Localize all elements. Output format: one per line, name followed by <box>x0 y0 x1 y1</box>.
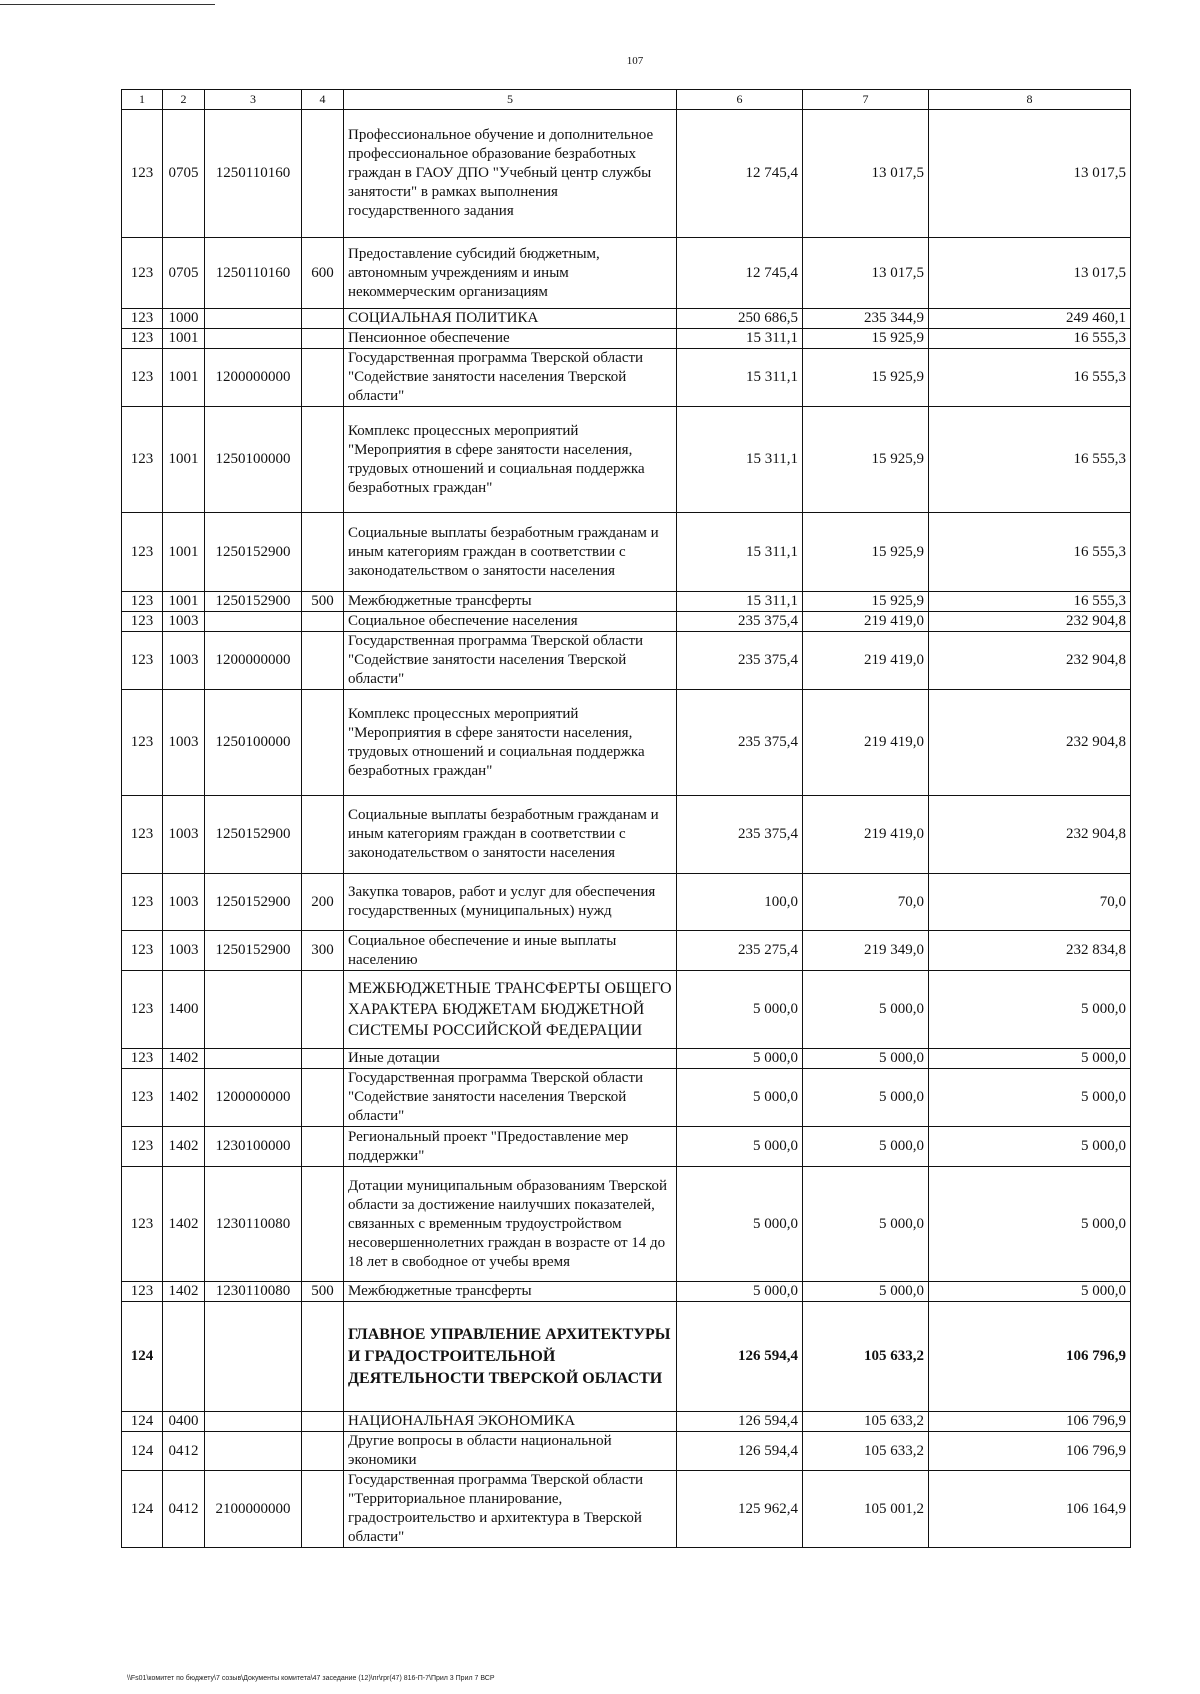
header-col-4: 4 <box>302 90 344 110</box>
cell-expense-type <box>302 796 344 874</box>
cell-description: Социальное обеспечение населения <box>344 612 677 632</box>
cell-expense-type <box>302 690 344 796</box>
cell-gov-code: 123 <box>122 690 163 796</box>
cell-target-code: 1230110080 <box>205 1167 302 1282</box>
cell-section-code: 1402 <box>163 1167 205 1282</box>
table-row <box>122 329 1131 349</box>
cell-expense-type <box>302 513 344 592</box>
cell-target-code <box>205 1049 302 1069</box>
cell-gov-code: 123 <box>122 612 163 632</box>
cell-amount-year-2: 15 925,9 <box>803 407 929 513</box>
cell-amount-year-2: 13 017,5 <box>803 238 929 309</box>
cell-gov-code: 123 <box>122 971 163 1049</box>
cell-amount-year-1: 5 000,0 <box>677 971 803 1049</box>
cell-expense-type <box>302 1302 344 1412</box>
cell-amount-year-2: 5 000,0 <box>803 1049 929 1069</box>
cell-description: НАЦИОНАЛЬНАЯ ЭКОНОМИКА <box>344 1412 677 1432</box>
cell-section-code: 1003 <box>163 931 205 971</box>
header-col-3: 3 <box>205 90 302 110</box>
cell-amount-year-1: 126 594,4 <box>677 1302 803 1412</box>
cell-gov-code: 123 <box>122 592 163 612</box>
table-row <box>122 1432 1131 1471</box>
cell-amount-year-3: 5 000,0 <box>929 1049 1131 1069</box>
cell-expense-type <box>302 110 344 238</box>
cell-description: Закупка товаров, работ и услуг для обеспечения государственных (муниципальных) нужд <box>344 874 677 931</box>
cell-expense-type: 500 <box>302 1282 344 1302</box>
cell-description: Межбюджетные трансферты <box>344 592 677 612</box>
cell-target-code: 1250152900 <box>205 513 302 592</box>
cell-target-code: 1250152900 <box>205 796 302 874</box>
cell-expense-type <box>302 407 344 513</box>
cell-amount-year-2: 105 633,2 <box>803 1302 929 1412</box>
cell-description: Пенсионное обеспечение <box>344 329 677 349</box>
cell-section-code: 1400 <box>163 971 205 1049</box>
cell-amount-year-2: 105 633,2 <box>803 1412 929 1432</box>
cell-target-code <box>205 329 302 349</box>
cell-description: Социальное обеспечение и иные выплаты населению <box>344 931 677 971</box>
table-row <box>122 796 1131 874</box>
cell-description: МЕЖБЮДЖЕТНЫЕ ТРАНСФЕРТЫ ОБЩЕГО ХАРАКТЕРА БЮДЖЕТАМ БЮДЖЕТНОЙ СИСТЕМЫ РОССИЙСКОЙ ФЕДЕРАЦИИ <box>344 971 677 1049</box>
cell-expense-type <box>302 309 344 329</box>
cell-section-code: 0412 <box>163 1471 205 1548</box>
cell-amount-year-2: 219 419,0 <box>803 796 929 874</box>
cell-target-code: 1200000000 <box>205 632 302 690</box>
cell-amount-year-2: 5 000,0 <box>803 1167 929 1282</box>
cell-target-code: 1250110160 <box>205 110 302 238</box>
cell-section-code: 0705 <box>163 238 205 309</box>
cell-amount-year-3: 232 904,8 <box>929 612 1131 632</box>
cell-amount-year-2: 219 419,0 <box>803 612 929 632</box>
cell-amount-year-2: 15 925,9 <box>803 349 929 407</box>
cell-amount-year-1: 235 375,4 <box>677 612 803 632</box>
cell-amount-year-3: 13 017,5 <box>929 238 1131 309</box>
header-col-6: 6 <box>677 90 803 110</box>
cell-gov-code: 123 <box>122 1282 163 1302</box>
cell-target-code: 1230100000 <box>205 1127 302 1167</box>
cell-description: Региональный проект "Предоставление мер поддержки" <box>344 1127 677 1167</box>
cell-amount-year-3: 16 555,3 <box>929 329 1131 349</box>
table-row <box>122 407 1131 513</box>
cell-gov-code: 123 <box>122 1127 163 1167</box>
cell-target-code <box>205 1302 302 1412</box>
cell-amount-year-1: 100,0 <box>677 874 803 931</box>
cell-expense-type <box>302 612 344 632</box>
table-row <box>122 690 1131 796</box>
table-row <box>122 1069 1131 1127</box>
cell-target-code <box>205 1432 302 1471</box>
cell-target-code: 1250152900 <box>205 874 302 931</box>
cell-gov-code: 124 <box>122 1412 163 1432</box>
cell-amount-year-3: 106 796,9 <box>929 1302 1131 1412</box>
cell-description: Другие вопросы в области национальной экономики <box>344 1432 677 1471</box>
cell-description: Профессиональное обучение и дополнительное профессиональное образование безработных граждан в ГАОУ ДПО "Учебный центр службы занятости" в рамках выполнения государственного задания <box>344 110 677 238</box>
cell-section-code: 1000 <box>163 309 205 329</box>
cell-description: Социальные выплаты безработным гражданам и иным категориям граждан в соответствии с законодательством о занятости населения <box>344 796 677 874</box>
cell-target-code: 1250100000 <box>205 407 302 513</box>
cell-amount-year-1: 5 000,0 <box>677 1167 803 1282</box>
cell-expense-type <box>302 1167 344 1282</box>
cell-target-code: 1250110160 <box>205 238 302 309</box>
cell-amount-year-2: 5 000,0 <box>803 971 929 1049</box>
table-header-row <box>122 90 1131 110</box>
cell-description: Государственная программа Тверской области "Территориальное планирование, градостроительство и архитектура в Тверской области" <box>344 1471 677 1548</box>
cell-target-code: 1230110080 <box>205 1282 302 1302</box>
cell-expense-type: 600 <box>302 238 344 309</box>
cell-amount-year-2: 15 925,9 <box>803 592 929 612</box>
cell-description: Государственная программа Тверской области "Содействие занятости населения Тверской области" <box>344 1069 677 1127</box>
cell-section-code: 1001 <box>163 349 205 407</box>
cell-target-code: 1250152900 <box>205 592 302 612</box>
table-row <box>122 1127 1131 1167</box>
cell-amount-year-2: 5 000,0 <box>803 1282 929 1302</box>
table-row <box>122 1412 1131 1432</box>
cell-description: ГЛАВНОЕ УПРАВЛЕНИЕ АРХИТЕКТУРЫ И ГРАДОСТРОИТЕЛЬНОЙ ДЕЯТЕЛЬНОСТИ ТВЕРСКОЙ ОБЛАСТИ <box>344 1302 677 1412</box>
cell-expense-type: 200 <box>302 874 344 931</box>
cell-gov-code: 124 <box>122 1302 163 1412</box>
table-row <box>122 309 1131 329</box>
page-number: 107 <box>626 55 644 67</box>
cell-amount-year-3: 5 000,0 <box>929 1127 1131 1167</box>
cell-amount-year-1: 5 000,0 <box>677 1127 803 1167</box>
cell-description: Дотации муниципальным образованиям Тверской области за достижение наилучших показателей, связанных с временным трудоустройством несовершеннолетних граждан в возрасте от 14 до 18 лет в свободное от учебы время <box>344 1167 677 1282</box>
cell-target-code: 1200000000 <box>205 1069 302 1127</box>
cell-gov-code: 123 <box>122 349 163 407</box>
cell-expense-type: 500 <box>302 592 344 612</box>
cell-amount-year-2: 235 344,9 <box>803 309 929 329</box>
cell-amount-year-2: 5 000,0 <box>803 1069 929 1127</box>
cell-expense-type <box>302 1049 344 1069</box>
cell-description: Межбюджетные трансферты <box>344 1282 677 1302</box>
cell-expense-type <box>302 1069 344 1127</box>
cell-description: Комплекс процессных мероприятий "Мероприятия в сфере занятости населения, трудовых отношений и социальная поддержка безработных граждан" <box>344 407 677 513</box>
cell-amount-year-3: 16 555,3 <box>929 592 1131 612</box>
table-row <box>122 612 1131 632</box>
cell-target-code <box>205 971 302 1049</box>
cell-section-code <box>163 1302 205 1412</box>
cell-expense-type <box>302 329 344 349</box>
budget-table <box>121 89 1131 1548</box>
cell-gov-code: 123 <box>122 407 163 513</box>
cell-amount-year-2: 219 419,0 <box>803 690 929 796</box>
cell-section-code: 1003 <box>163 874 205 931</box>
cell-description: Предоставление субсидий бюджетным, автономным учреждениям и иным некоммерческим организациям <box>344 238 677 309</box>
cell-amount-year-1: 15 311,1 <box>677 349 803 407</box>
cell-amount-year-3: 16 555,3 <box>929 349 1131 407</box>
cell-amount-year-1: 15 311,1 <box>677 513 803 592</box>
cell-target-code: 1250100000 <box>205 690 302 796</box>
cell-amount-year-2: 15 925,9 <box>803 513 929 592</box>
cell-gov-code: 123 <box>122 874 163 931</box>
cell-description: Иные дотации <box>344 1049 677 1069</box>
cell-amount-year-1: 12 745,4 <box>677 238 803 309</box>
cell-amount-year-1: 5 000,0 <box>677 1282 803 1302</box>
file-path-footer: \\Fs01\комитет по бюджету\7 созыв\Документы комитета\47 заседание (12)\пr\rpr(47) 816-П-7\Прил 3 Прил 7 ВСР <box>127 1675 495 1682</box>
cell-description: Социальные выплаты безработным гражданам и иным категориям граждан в соответствии с законодательством о занятости населения <box>344 513 677 592</box>
cell-amount-year-1: 126 594,4 <box>677 1412 803 1432</box>
cell-gov-code: 123 <box>122 110 163 238</box>
cell-amount-year-2: 15 925,9 <box>803 329 929 349</box>
cell-section-code: 1402 <box>163 1127 205 1167</box>
table-row <box>122 592 1131 612</box>
cell-section-code: 1001 <box>163 329 205 349</box>
cell-amount-year-3: 16 555,3 <box>929 407 1131 513</box>
table-row <box>122 110 1131 238</box>
cell-target-code: 1200000000 <box>205 349 302 407</box>
header-col-8: 8 <box>929 90 1131 110</box>
cell-description: Государственная программа Тверской области "Содействие занятости населения Тверской области" <box>344 632 677 690</box>
cell-target-code: 1250152900 <box>205 931 302 971</box>
cell-gov-code: 123 <box>122 796 163 874</box>
cell-expense-type: 300 <box>302 931 344 971</box>
cell-section-code: 0400 <box>163 1412 205 1432</box>
table-row <box>122 1471 1131 1548</box>
table-row <box>122 931 1131 971</box>
cell-amount-year-1: 250 686,5 <box>677 309 803 329</box>
cell-section-code: 1003 <box>163 796 205 874</box>
cell-amount-year-3: 232 904,8 <box>929 796 1131 874</box>
cell-gov-code: 123 <box>122 1049 163 1069</box>
cell-section-code: 0705 <box>163 110 205 238</box>
cell-amount-year-1: 15 311,1 <box>677 407 803 513</box>
table-row <box>122 1302 1131 1412</box>
cell-amount-year-1: 235 375,4 <box>677 690 803 796</box>
cell-amount-year-3: 13 017,5 <box>929 110 1131 238</box>
cell-description: СОЦИАЛЬНАЯ ПОЛИТИКА <box>344 309 677 329</box>
header-col-1: 1 <box>122 90 163 110</box>
cell-target-code: 2100000000 <box>205 1471 302 1548</box>
cell-amount-year-1: 12 745,4 <box>677 110 803 238</box>
cell-expense-type <box>302 349 344 407</box>
cell-amount-year-3: 5 000,0 <box>929 971 1131 1049</box>
table-row <box>122 971 1131 1049</box>
cell-amount-year-1: 126 594,4 <box>677 1432 803 1471</box>
cell-amount-year-3: 106 796,9 <box>929 1432 1131 1471</box>
cell-amount-year-3: 106 164,9 <box>929 1471 1131 1548</box>
cell-amount-year-2: 219 349,0 <box>803 931 929 971</box>
cell-section-code: 1001 <box>163 513 205 592</box>
cell-amount-year-2: 70,0 <box>803 874 929 931</box>
cell-section-code: 1402 <box>163 1049 205 1069</box>
table-row <box>122 238 1131 309</box>
cell-expense-type <box>302 1412 344 1432</box>
cell-amount-year-3: 16 555,3 <box>929 513 1131 592</box>
cell-amount-year-1: 5 000,0 <box>677 1069 803 1127</box>
cell-gov-code: 124 <box>122 1471 163 1548</box>
cell-amount-year-2: 219 419,0 <box>803 632 929 690</box>
cell-amount-year-1: 235 275,4 <box>677 931 803 971</box>
cell-amount-year-3: 5 000,0 <box>929 1069 1131 1127</box>
cell-amount-year-3: 232 904,8 <box>929 632 1131 690</box>
scan-top-line <box>0 4 215 5</box>
cell-amount-year-1: 235 375,4 <box>677 796 803 874</box>
table-row <box>122 1167 1131 1282</box>
cell-description: Комплекс процессных мероприятий "Мероприятия в сфере занятости населения, трудовых отношений и социальная поддержка безработных граждан" <box>344 690 677 796</box>
cell-amount-year-3: 70,0 <box>929 874 1131 931</box>
cell-gov-code: 123 <box>122 1069 163 1127</box>
cell-gov-code: 123 <box>122 513 163 592</box>
cell-amount-year-3: 5 000,0 <box>929 1167 1131 1282</box>
table-row <box>122 349 1131 407</box>
cell-amount-year-2: 105 633,2 <box>803 1432 929 1471</box>
cell-amount-year-3: 232 904,8 <box>929 690 1131 796</box>
cell-section-code: 1003 <box>163 612 205 632</box>
cell-target-code <box>205 1412 302 1432</box>
cell-gov-code: 123 <box>122 632 163 690</box>
cell-amount-year-1: 125 962,4 <box>677 1471 803 1548</box>
cell-section-code: 1402 <box>163 1282 205 1302</box>
cell-section-code: 1402 <box>163 1069 205 1127</box>
table-row <box>122 874 1131 931</box>
cell-gov-code: 124 <box>122 1432 163 1471</box>
cell-gov-code: 123 <box>122 1167 163 1282</box>
cell-amount-year-2: 13 017,5 <box>803 110 929 238</box>
cell-gov-code: 123 <box>122 329 163 349</box>
header-col-2: 2 <box>163 90 205 110</box>
cell-section-code: 0412 <box>163 1432 205 1471</box>
cell-gov-code: 123 <box>122 931 163 971</box>
cell-amount-year-1: 15 311,1 <box>677 592 803 612</box>
cell-amount-year-1: 5 000,0 <box>677 1049 803 1069</box>
cell-amount-year-2: 5 000,0 <box>803 1127 929 1167</box>
header-col-5: 5 <box>344 90 677 110</box>
cell-gov-code: 123 <box>122 238 163 309</box>
cell-description: Государственная программа Тверской области "Содействие занятости населения Тверской области" <box>344 349 677 407</box>
cell-expense-type <box>302 971 344 1049</box>
cell-amount-year-1: 235 375,4 <box>677 632 803 690</box>
cell-expense-type <box>302 1127 344 1167</box>
cell-expense-type <box>302 632 344 690</box>
cell-section-code: 1001 <box>163 592 205 612</box>
cell-expense-type <box>302 1471 344 1548</box>
table-row <box>122 1049 1131 1069</box>
cell-amount-year-3: 232 834,8 <box>929 931 1131 971</box>
table-row <box>122 513 1131 592</box>
cell-section-code: 1001 <box>163 407 205 513</box>
table-row <box>122 1282 1131 1302</box>
cell-amount-year-3: 106 796,9 <box>929 1412 1131 1432</box>
cell-amount-year-1: 15 311,1 <box>677 329 803 349</box>
cell-amount-year-3: 5 000,0 <box>929 1282 1131 1302</box>
cell-section-code: 1003 <box>163 690 205 796</box>
table-row <box>122 632 1131 690</box>
cell-amount-year-2: 105 001,2 <box>803 1471 929 1548</box>
header-col-7: 7 <box>803 90 929 110</box>
cell-expense-type <box>302 1432 344 1471</box>
cell-amount-year-3: 249 460,1 <box>929 309 1131 329</box>
cell-gov-code: 123 <box>122 309 163 329</box>
cell-target-code <box>205 612 302 632</box>
cell-target-code <box>205 309 302 329</box>
cell-section-code: 1003 <box>163 632 205 690</box>
